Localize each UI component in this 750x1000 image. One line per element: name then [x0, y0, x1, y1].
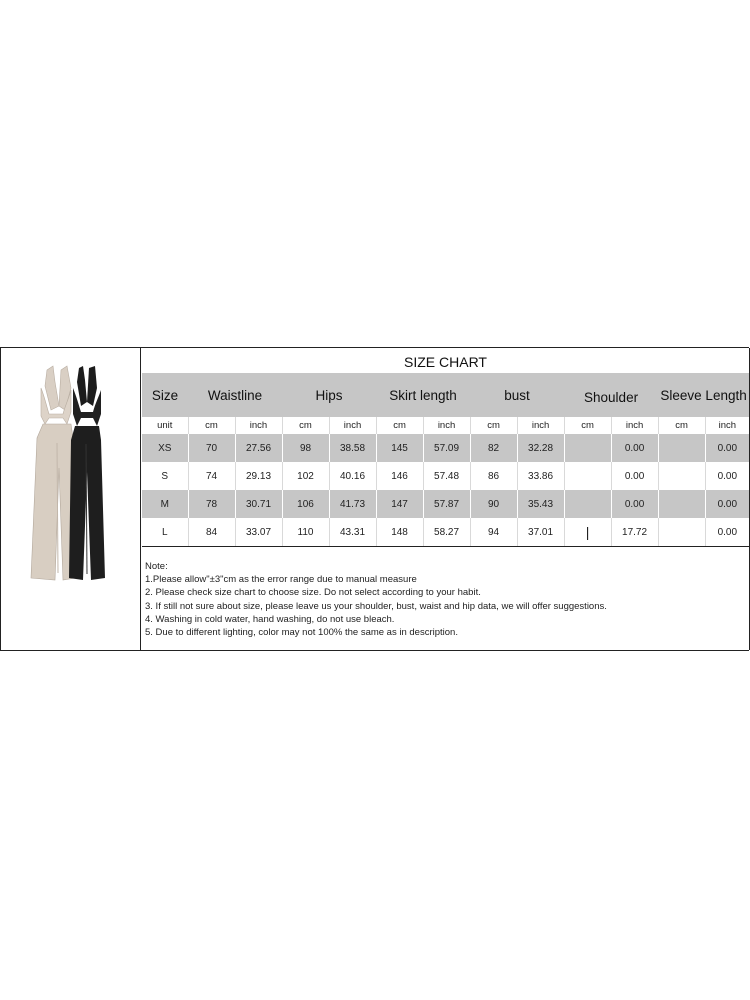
- unit-cell: unit: [142, 417, 188, 434]
- table-cell: 30.71: [235, 490, 282, 518]
- table-cell: 58.27: [423, 518, 470, 547]
- table-row: [142, 490, 749, 518]
- table-cell: 146: [376, 462, 423, 490]
- table-row: [142, 462, 749, 490]
- table-row: [142, 434, 749, 462]
- header-shoulder: Shoulder: [564, 373, 658, 417]
- note-item: 3. If still not sure about size, please leave us your shoulder, bust, waist and hip data, we will offer suggestions.: [145, 600, 607, 612]
- table-cell: 57.87: [423, 490, 470, 518]
- table-cell: 0.00: [717, 470, 738, 482]
- note-item: 1.Please allow"±3"cm as the error range due to manual measure: [145, 574, 417, 586]
- note-item: 5. Due to different lighting, color may not 100% the same as in description.: [145, 627, 458, 639]
- table-cell: 102: [282, 462, 329, 490]
- table-cell: 43.31: [329, 518, 376, 547]
- beige-jumpsuit: [31, 366, 75, 580]
- table-cell: S: [142, 462, 188, 490]
- table-cell: [564, 490, 611, 518]
- table-cell: 86: [470, 462, 517, 490]
- unit-cell: cm: [282, 417, 329, 434]
- table-cell: 106: [282, 490, 329, 518]
- table-cell: 78: [188, 490, 235, 518]
- table-cell: 94: [470, 518, 517, 547]
- unit-cell: inch: [423, 417, 470, 434]
- unit-cell: inch: [235, 417, 282, 434]
- table-cell: XS: [142, 434, 188, 462]
- table-cell: [658, 434, 705, 462]
- table-cell: [564, 462, 611, 490]
- jumpsuit-image: [1, 348, 140, 650]
- table-cell: 38.58: [329, 434, 376, 462]
- table-cell: 37.01: [517, 518, 564, 547]
- table-cell: 0.00: [611, 462, 658, 490]
- header-bust: bust: [470, 373, 564, 417]
- size-chart: [141, 348, 750, 650]
- chart-title: SIZE CHART: [404, 354, 487, 370]
- table-cell: 40.16: [329, 462, 376, 490]
- table-cell: 17.72: [611, 518, 658, 547]
- table-cell: [658, 462, 705, 490]
- unit-cell: inch: [517, 417, 564, 434]
- table-cell: L: [142, 518, 188, 547]
- units-row: [142, 417, 749, 434]
- table-cell: [658, 518, 705, 547]
- header-waistline: Waistline: [188, 373, 282, 417]
- table-cell: 0.00: [705, 490, 749, 518]
- unit-cell: cm: [470, 417, 517, 434]
- unit-cell: cm: [188, 417, 235, 434]
- table-cell: 90: [470, 490, 517, 518]
- note-item: 2. Please check size chart to choose size. Do not select according to your habit.: [145, 587, 481, 599]
- table-cell: 0.00: [611, 490, 658, 518]
- unit-cell: inch: [718, 420, 737, 431]
- notes-heading: Note:: [145, 561, 168, 572]
- unit-cell: cm: [376, 417, 423, 434]
- product-photo: [1, 348, 141, 650]
- header-row: [142, 373, 749, 417]
- header-skirt-length: Skirt length: [376, 373, 470, 417]
- table-cell: 0.00: [705, 434, 749, 462]
- note-item: 4. Washing in cold water, hand washing, do not use bleach.: [145, 613, 395, 625]
- table-cell: 41.73: [329, 490, 376, 518]
- table-cell: 35.43: [517, 490, 564, 518]
- header-size: Size: [142, 373, 188, 417]
- table-cell: M: [142, 490, 188, 518]
- table-cell: 27.56: [235, 434, 282, 462]
- black-jumpsuit: [69, 366, 105, 580]
- table-cell: 148: [376, 518, 423, 547]
- unit-cell: cm: [658, 417, 705, 434]
- unit-cell: inch: [611, 417, 658, 434]
- table-cell: 29.13: [235, 462, 282, 490]
- header-sleeve-length: Sleeve Length: [658, 373, 749, 417]
- table-cell: 110: [282, 518, 329, 547]
- table-cell: [658, 490, 705, 518]
- table-cell: 32.28: [517, 434, 564, 462]
- table-cell: 33.86: [517, 462, 564, 490]
- table-cell: 145: [376, 434, 423, 462]
- table-cell: |: [564, 518, 611, 547]
- table-cell: [564, 434, 611, 462]
- table-cell: 84: [188, 518, 235, 547]
- table-cell: 147: [376, 490, 423, 518]
- unit-cell: inch: [329, 417, 376, 434]
- notes: [145, 560, 745, 639]
- size-table: [142, 373, 749, 547]
- table-cell: 74: [188, 462, 235, 490]
- table-cell: 98: [282, 434, 329, 462]
- table-cell: 0.00: [705, 518, 749, 547]
- unit-cell: cm: [564, 417, 611, 434]
- table-cell: 82: [470, 434, 517, 462]
- table-cell: 33.07: [235, 518, 282, 547]
- table-row: [142, 518, 749, 547]
- size-chart-frame: [0, 347, 749, 651]
- table-cell: 57.09: [423, 434, 470, 462]
- table-cell: 0.00: [611, 434, 658, 462]
- header-hips: Hips: [282, 373, 376, 417]
- table-cell: 70: [188, 434, 235, 462]
- table-cell: 57.48: [423, 462, 470, 490]
